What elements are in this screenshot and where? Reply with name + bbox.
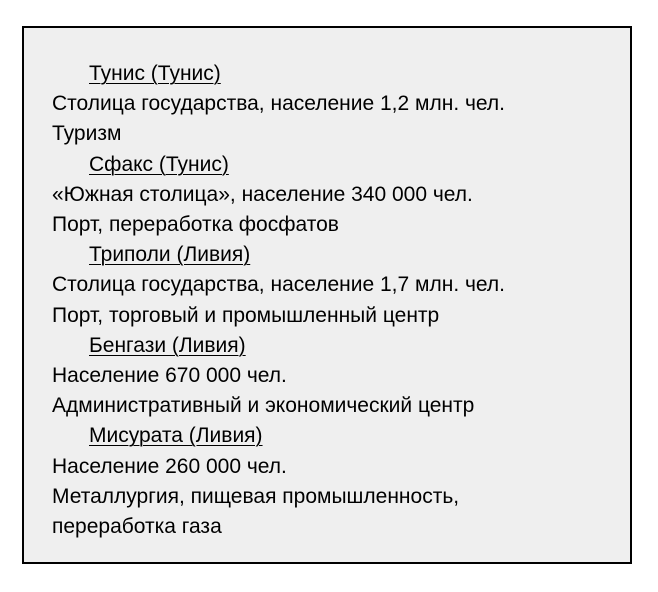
city-heading-benghazi: Бенгази (Ливия) xyxy=(89,333,246,357)
city-description-line: Население 670 000 чел. xyxy=(52,364,287,388)
city-description-line: Столица государства, население 1,2 млн. чел. xyxy=(52,92,505,116)
city-description-line: Порт, торговый и промышленный центр xyxy=(52,303,440,327)
city-description-line: Население 260 000 чел. xyxy=(52,454,287,478)
city-info-card xyxy=(22,26,632,564)
city-heading-tunis: Тунис (Тунис) xyxy=(89,62,221,85)
city-heading-sfax: Сфакс (Тунис) xyxy=(89,152,229,176)
city-description-line: переработка газа xyxy=(52,515,222,539)
city-description-line: Столица государства, население 1,7 млн. чел. xyxy=(52,273,505,297)
city-description-line: Металлургия, пищевая промышленность, xyxy=(52,484,460,508)
city-description-line: Туризм xyxy=(52,122,122,146)
city-description-line: «Южная столица», население 340 000 чел. xyxy=(52,182,473,206)
city-heading-misrata: Мисурата (Ливия) xyxy=(89,424,263,448)
city-description-line: Административный и экономический центр xyxy=(52,394,475,418)
city-description-line: Порт, переработка фосфатов xyxy=(52,213,339,237)
city-heading-tripoli: Триполи (Ливия) xyxy=(89,243,251,267)
